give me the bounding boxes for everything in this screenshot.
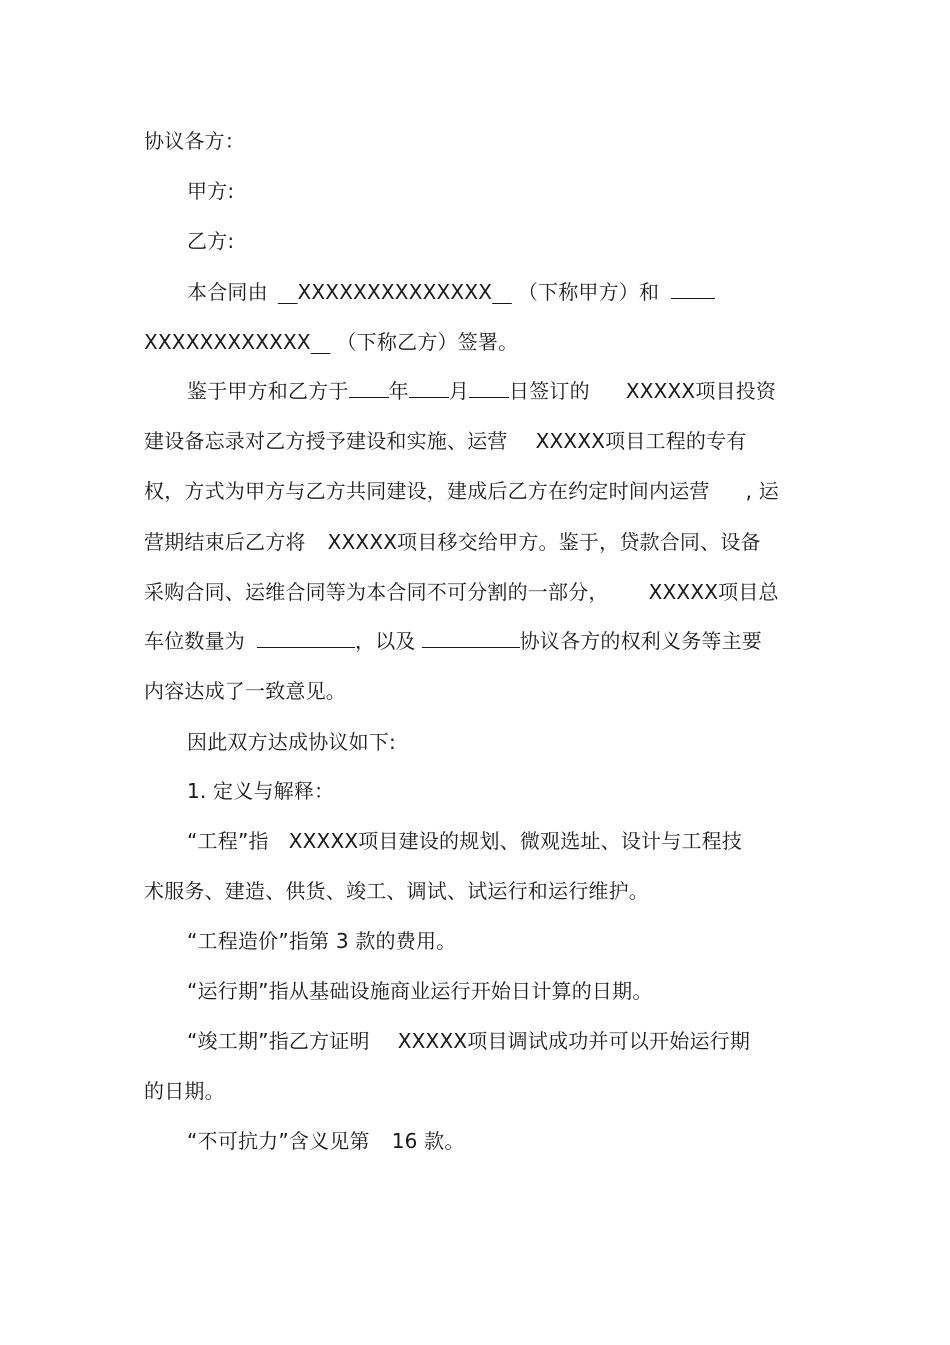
whereas-line-1: 鉴于甲方和乙方于 年 月 日签订的 XXXXX项目投资	[187, 376, 776, 406]
parking-count-blank	[257, 626, 355, 648]
definition-cost: “工程造价”指第 3 款的费用。	[187, 929, 457, 953]
whereas-line-2: 建设备忘录对乙方授予建设和实施、运营 XXXXX项目工程的专有	[144, 429, 747, 453]
party-b-line: 乙方:	[187, 229, 235, 253]
day-blank	[469, 376, 509, 398]
section-1-title: 1. 定义与解释：	[187, 779, 335, 803]
month-blank	[409, 376, 449, 398]
definition-operation-period: “运行期”指从基础设施商业运行开始日计算的日期。	[187, 979, 653, 1003]
year-blank	[349, 376, 389, 398]
whereas-line-6: 车位数量为 ，以及 协议各方的权利义务等主要	[144, 626, 762, 656]
blank-field	[671, 277, 715, 299]
blank-field	[422, 626, 520, 648]
whereas-line-5: 采购合同、运维合同等为本合同不可分割的一部分， XXXXX项目总	[144, 580, 779, 604]
party-a-name-field: XXXXXXXXXXXXXX	[297, 280, 493, 304]
party-a-line: 甲方:	[187, 179, 235, 203]
party-b-name-field: XXXXXXXXXXXX	[144, 330, 311, 354]
agreement-heading: 因此双方达成协议如下:	[187, 730, 396, 754]
whereas-line-7: 内容达成了一致意见。	[144, 679, 346, 703]
whereas-line-3: 权，方式为甲方与乙方共同建设，建成后乙方在约定时间内运营 , 运	[144, 479, 779, 503]
whereas-line-4: 营期结束后乙方将 XXXXX项目移交给甲方。鉴于，贷款合同、设备	[144, 530, 761, 554]
definition-project-line-1: “工程”指 XXXXX项目建设的规划、微观选址、设计与工程技	[187, 829, 743, 853]
definition-project-line-2: 术服务、建造、供货、竣工、调试、试运行和运行维护。	[144, 879, 649, 903]
definition-completion-line-1: “竣工期”指乙方证明 XXXXX项目调试成功并可以开始运行期	[187, 1029, 751, 1053]
contract-intro-line: 本合同由 XXXXXXXXXXXXXX （下称甲方）和	[187, 277, 715, 307]
definition-completion-line-2: 的日期。	[144, 1079, 225, 1103]
parties-heading: 协议各方：	[144, 129, 245, 153]
definition-force-majeure: “不可抗力”含义见第 16 款。	[187, 1129, 465, 1153]
contract-intro-line-2: XXXXXXXXXXXX （下称乙方）签署。	[144, 327, 518, 357]
